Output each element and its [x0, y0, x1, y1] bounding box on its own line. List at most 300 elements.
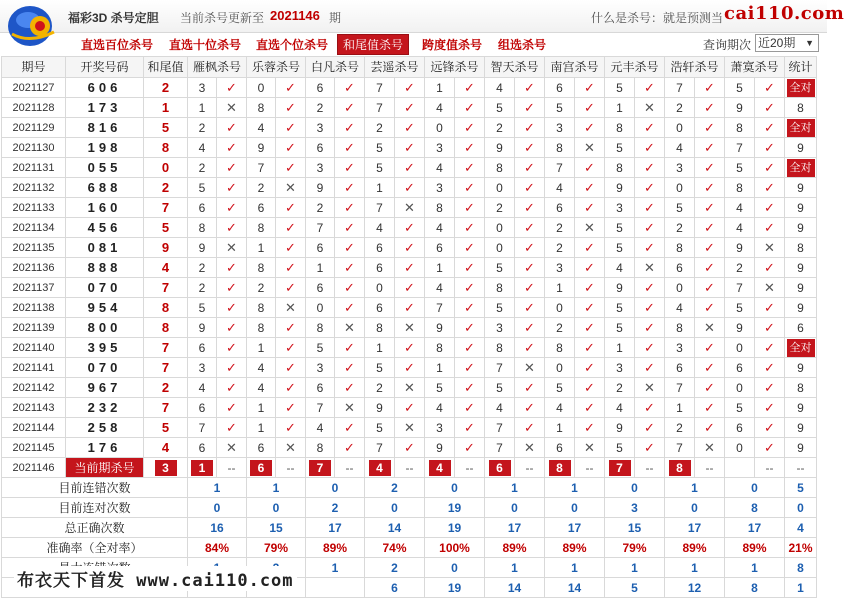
check-icon: ✓ — [515, 418, 545, 438]
kill-number-cell: 9 — [188, 238, 217, 258]
check-icon: ✓ — [276, 358, 306, 378]
kill-number-cell: 6 — [545, 198, 575, 218]
kill-number-cell: 6 — [306, 138, 335, 158]
kill-number-cell: 6 — [188, 398, 217, 418]
check-icon: ✓ — [515, 158, 545, 178]
kill-number-cell: 8 — [365, 318, 395, 338]
kill-number-cell: 0 — [725, 438, 755, 458]
summary-value: 1 — [665, 478, 725, 498]
summary-value: 1 — [485, 478, 545, 498]
table-row — [2, 258, 817, 278]
kill-number-cell: 4 — [605, 398, 635, 418]
summary-value: 89% — [725, 538, 785, 558]
draw-numbers-cell: 070 — [66, 278, 144, 298]
kill-number-cell: 8 — [425, 198, 455, 218]
table-row — [2, 398, 817, 418]
dash-cell: -- — [335, 458, 365, 478]
check-icon: ✓ — [575, 398, 605, 418]
table-row — [2, 158, 817, 178]
kill-number-cell: 5 — [545, 378, 575, 398]
kill-number-cell: 6 — [725, 418, 755, 438]
update-period: 2021146 — [270, 8, 320, 23]
summary-value: 17 — [485, 518, 545, 538]
kill-number-cell: 4 — [485, 398, 515, 418]
kill-number-cell: 6 — [365, 238, 395, 258]
kill-number-cell: 4 — [188, 378, 217, 398]
table-row — [2, 418, 817, 438]
current-kill-value: 7 — [609, 460, 631, 476]
summary-value: 1 — [665, 558, 725, 578]
summary-value: 0 — [365, 498, 425, 518]
period-cell: 2021143 — [2, 398, 66, 418]
check-icon: ✓ — [276, 98, 306, 118]
kill-number-cell: 4 — [188, 138, 217, 158]
kill-number-cell: 9 — [306, 178, 335, 198]
table-row — [2, 318, 817, 338]
summary-value: 0 — [665, 498, 725, 518]
summary-row — [2, 478, 817, 498]
check-icon: ✓ — [515, 138, 545, 158]
kill-number-cell: 4 — [605, 258, 635, 278]
kill-number-cell: 9 — [605, 418, 635, 438]
kill-number-cell: 5 — [605, 438, 635, 458]
kill-number-cell: 8 — [605, 118, 635, 138]
check-icon: ✓ — [276, 138, 306, 158]
col-expert: 南宫杀号 — [545, 57, 605, 78]
cross-icon: ✕ — [695, 318, 725, 338]
cross-icon: ✕ — [217, 238, 247, 258]
kill-number-cell: 0 — [665, 118, 695, 138]
period-cell: 2021136 — [2, 258, 66, 278]
cross-icon: ✕ — [755, 238, 785, 258]
summary-value: 19 — [425, 578, 485, 598]
kill-number-cell: 6 — [306, 278, 335, 298]
kill-number-cell: 5 — [365, 138, 395, 158]
summary-value: 1 — [188, 478, 247, 498]
draw-numbers-cell: 173 — [66, 98, 144, 118]
kill-number-cell: 0 — [365, 278, 395, 298]
summary-value: 2 — [365, 558, 425, 578]
check-icon: ✓ — [455, 398, 485, 418]
check-icon: ✓ — [335, 278, 365, 298]
summary-value: 84% — [188, 538, 247, 558]
check-icon: ✓ — [335, 378, 365, 398]
kill-number-cell: 9 — [365, 398, 395, 418]
kill-number-cell: 0 — [725, 338, 755, 358]
kill-number-cell: 1 — [247, 338, 276, 358]
check-icon: ✓ — [455, 358, 485, 378]
cross-icon: ✕ — [276, 178, 306, 198]
kill-number-cell: 8 — [545, 138, 575, 158]
check-icon: ✓ — [515, 298, 545, 318]
kill-number-cell: 2 — [247, 278, 276, 298]
summary-value: 4 — [785, 518, 817, 538]
period-cell: 2021138 — [2, 298, 66, 318]
draw-numbers-cell: 081 — [66, 238, 144, 258]
check-icon: ✓ — [455, 338, 485, 358]
summary-value: 5 — [785, 478, 817, 498]
current-kill-value: 8 — [549, 460, 571, 476]
check-icon: ✓ — [755, 218, 785, 238]
check-icon: ✓ — [635, 398, 665, 418]
dash-cell: -- — [635, 458, 665, 478]
check-icon: ✓ — [695, 358, 725, 378]
check-icon: ✓ — [395, 358, 425, 378]
check-icon: ✓ — [217, 158, 247, 178]
stat-cell: 9 — [785, 418, 817, 438]
sum-tail-cell: 7 — [144, 198, 188, 218]
col-expert: 乐蓉杀号 — [247, 57, 306, 78]
summary-value: 0 — [247, 498, 306, 518]
kill-number-cell: 4 — [545, 178, 575, 198]
check-icon: ✓ — [276, 218, 306, 238]
kill-number-cell: 9 — [425, 318, 455, 338]
check-icon: ✓ — [515, 78, 545, 98]
check-icon: ✓ — [455, 298, 485, 318]
kill-number-cell: 7 — [725, 278, 755, 298]
check-icon: ✓ — [515, 338, 545, 358]
current-period-cell: 2021146 — [2, 458, 66, 478]
draw-numbers-cell: 160 — [66, 198, 144, 218]
kill-number-cell: 7 — [365, 78, 395, 98]
all-correct-badge: 全对 — [787, 159, 815, 177]
kill-number-cell: 2 — [545, 318, 575, 338]
summary-value: 14 — [485, 578, 545, 598]
query-label: 查询期次 — [703, 38, 752, 52]
kill-number-cell: 0 — [485, 178, 515, 198]
check-icon: ✓ — [395, 178, 425, 198]
check-icon: ✓ — [276, 418, 306, 438]
draw-numbers-cell: 456 — [66, 218, 144, 238]
kill-number-cell: 3 — [545, 258, 575, 278]
check-icon: ✓ — [635, 438, 665, 458]
col-expert: 芸遥杀号 — [365, 57, 425, 78]
check-icon: ✓ — [217, 318, 247, 338]
summary-value — [306, 578, 365, 598]
summary-value: 0 — [425, 558, 485, 578]
all-correct-badge: 全对 — [787, 79, 815, 97]
stat-cell: 9 — [785, 258, 817, 278]
dash-cell: -- — [455, 458, 485, 478]
kill-number-cell: 7 — [425, 298, 455, 318]
kill-number-cell: 7 — [247, 158, 276, 178]
kill-number-cell: 8 — [247, 218, 276, 238]
kill-number-cell: 6 — [665, 358, 695, 378]
draw-numbers-cell: 888 — [66, 258, 144, 278]
col-expert: 浩轩杀号 — [665, 57, 725, 78]
check-icon: ✓ — [755, 258, 785, 278]
kill-number-cell: 2 — [665, 98, 695, 118]
draw-numbers-cell: 070 — [66, 358, 144, 378]
cross-icon: ✕ — [276, 298, 306, 318]
check-icon: ✓ — [695, 198, 725, 218]
kill-number-cell: 5 — [725, 298, 755, 318]
cross-icon: ✕ — [395, 198, 425, 218]
kill-number-cell: 2 — [605, 378, 635, 398]
cross-icon: ✕ — [395, 378, 425, 398]
period-select-value: 近20期 — [758, 36, 796, 50]
check-icon: ✓ — [335, 118, 365, 138]
check-icon: ✓ — [755, 298, 785, 318]
update-suffix: 期 — [329, 11, 342, 25]
check-icon: ✓ — [695, 338, 725, 358]
summary-value: 0 — [485, 498, 545, 518]
kill-number-cell: 8 — [306, 318, 335, 338]
summary-value: 1 — [545, 478, 605, 498]
kill-number-cell: 5 — [188, 178, 217, 198]
summary-value: 100% — [425, 538, 485, 558]
kill-number-cell: 4 — [545, 398, 575, 418]
kill-number-cell: 1 — [545, 278, 575, 298]
update-label: 当前杀号更新至 — [180, 11, 265, 25]
current-kill-cell — [485, 458, 515, 478]
check-icon: ✓ — [455, 378, 485, 398]
cross-icon: ✕ — [515, 438, 545, 458]
period-cell: 2021128 — [2, 98, 66, 118]
period-cell: 2021141 — [2, 358, 66, 378]
table-row — [2, 78, 817, 98]
check-icon: ✓ — [455, 158, 485, 178]
summary-value: 79% — [605, 538, 665, 558]
cross-icon: ✕ — [335, 318, 365, 338]
nav-tab-sum-tail[interactable]: 和尾值杀号 — [337, 34, 409, 55]
check-icon: ✓ — [217, 118, 247, 138]
kill-number-cell: 3 — [425, 178, 455, 198]
cross-icon: ✕ — [217, 98, 247, 118]
table-row — [2, 298, 817, 318]
col-expert: 元丰杀号 — [605, 57, 665, 78]
check-icon: ✓ — [455, 278, 485, 298]
kill-number-cell: 5 — [725, 398, 755, 418]
summary-value: 1 — [785, 578, 817, 598]
sum-tail-cell: 5 — [144, 118, 188, 138]
kill-number-cell: 2 — [545, 238, 575, 258]
sum-tail-cell: 7 — [144, 398, 188, 418]
kill-number-cell: 7 — [306, 218, 335, 238]
kill-number-cell: 0 — [425, 118, 455, 138]
kill-number-cell: 6 — [247, 198, 276, 218]
kill-number-cell: 1 — [545, 418, 575, 438]
kill-number-cell: 7 — [365, 198, 395, 218]
check-icon: ✓ — [335, 298, 365, 318]
kill-number-cell: 2 — [188, 278, 217, 298]
check-icon: ✓ — [335, 218, 365, 238]
summary-value: 8 — [785, 558, 817, 578]
kill-number-cell: 1 — [247, 238, 276, 258]
current-kill-value: 4 — [369, 460, 391, 476]
stat-cell: 9 — [785, 178, 817, 198]
nav-tab-group[interactable]: 组选杀号 — [498, 38, 547, 52]
period-cell: 2021144 — [2, 418, 66, 438]
check-icon: ✓ — [635, 298, 665, 318]
kill-number-cell: 1 — [665, 398, 695, 418]
check-icon: ✓ — [276, 198, 306, 218]
kill-number-cell: 8 — [247, 298, 276, 318]
kill-number-cell: 8 — [665, 318, 695, 338]
period-cell: 2021145 — [2, 438, 66, 458]
kill-number-cell: 7 — [485, 438, 515, 458]
check-icon: ✓ — [515, 278, 545, 298]
sum-tail-cell: 4 — [144, 258, 188, 278]
footer-banner: 布衣天下首发 www.cai110.com — [14, 566, 297, 591]
table-row — [2, 378, 817, 398]
check-icon: ✓ — [455, 178, 485, 198]
kill-number-cell: 6 — [188, 438, 217, 458]
kill-number-cell: 4 — [247, 378, 276, 398]
check-icon: ✓ — [455, 258, 485, 278]
sum-tail-cell: 7 — [144, 358, 188, 378]
dash-cell: -- — [755, 458, 785, 478]
col-expert: 智天杀号 — [485, 57, 545, 78]
check-icon: ✓ — [217, 338, 247, 358]
table-row — [2, 98, 817, 118]
check-icon: ✓ — [455, 218, 485, 238]
kill-number-cell: 5 — [605, 78, 635, 98]
kill-number-cell: 5 — [485, 258, 515, 278]
check-icon: ✓ — [276, 118, 306, 138]
dash-cell: -- — [515, 458, 545, 478]
empty-cell — [725, 458, 755, 478]
kill-number-cell: 2 — [188, 258, 217, 278]
nav-tab-hundreds[interactable]: 直选百位杀号 — [81, 38, 154, 52]
kill-number-cell: 8 — [605, 158, 635, 178]
check-icon: ✓ — [515, 378, 545, 398]
cross-icon: ✕ — [395, 418, 425, 438]
check-icon: ✓ — [575, 158, 605, 178]
kill-number-cell: 5 — [485, 298, 515, 318]
kill-number-cell: 9 — [605, 178, 635, 198]
check-icon: ✓ — [575, 338, 605, 358]
kill-number-cell: 1 — [188, 98, 217, 118]
kill-number-cell: 1 — [605, 98, 635, 118]
period-cell: 2021140 — [2, 338, 66, 358]
dash-cell: -- — [695, 458, 725, 478]
cross-icon: ✕ — [575, 138, 605, 158]
col-numbers: 开奖号码 — [66, 57, 144, 78]
current-kill-value: 6 — [489, 460, 511, 476]
current-stat-cell: -- — [785, 458, 817, 478]
kill-number-cell: 4 — [425, 158, 455, 178]
check-icon: ✓ — [217, 278, 247, 298]
current-sum-tail-value: 3 — [155, 460, 177, 476]
col-expert: 远锋杀号 — [425, 57, 485, 78]
col-sum-tail: 和尾值 — [144, 57, 188, 78]
current-kill-cell — [188, 458, 217, 478]
check-icon: ✓ — [575, 118, 605, 138]
draw-numbers-cell: 688 — [66, 178, 144, 198]
summary-value: 14 — [545, 578, 605, 598]
check-icon: ✓ — [635, 78, 665, 98]
check-icon: ✓ — [515, 98, 545, 118]
check-icon: ✓ — [395, 278, 425, 298]
current-kill-value: 6 — [250, 460, 272, 476]
summary-value: 0 — [605, 478, 665, 498]
kill-number-cell: 0 — [485, 218, 515, 238]
check-icon: ✓ — [217, 418, 247, 438]
summary-label: 准确率（全对率） — [2, 538, 188, 558]
kill-number-cell: 8 — [306, 438, 335, 458]
site-logo[interactable]: cai110.com — [724, 3, 844, 24]
kill-number-cell: 3 — [425, 138, 455, 158]
period-cell: 2021131 — [2, 158, 66, 178]
kill-number-cell: 7 — [485, 418, 515, 438]
col-stat: 统计 — [785, 57, 817, 78]
kill-number-cell: 1 — [247, 418, 276, 438]
table-row — [2, 278, 817, 298]
sum-tail-cell: 7 — [144, 338, 188, 358]
table-row — [2, 138, 817, 158]
current-period-row — [2, 458, 817, 478]
sum-tail-cell: 5 — [144, 218, 188, 238]
check-icon: ✓ — [217, 258, 247, 278]
nav-bar — [0, 33, 827, 55]
summary-value: 89% — [665, 538, 725, 558]
current-kill-cell — [425, 458, 455, 478]
check-icon: ✓ — [217, 138, 247, 158]
check-icon: ✓ — [455, 98, 485, 118]
kill-number-cell: 2 — [188, 158, 217, 178]
kill-number-cell: 2 — [725, 258, 755, 278]
cross-icon: ✕ — [755, 278, 785, 298]
stat-cell: 9 — [785, 358, 817, 378]
kill-number-cell: 0 — [665, 278, 695, 298]
kill-number-cell: 1 — [425, 358, 455, 378]
kill-number-cell: 8 — [425, 338, 455, 358]
summary-value: 3 — [605, 498, 665, 518]
table-row — [2, 178, 817, 198]
sum-tail-cell: 2 — [144, 78, 188, 98]
period-select[interactable] — [755, 34, 819, 52]
summary-label: 目前连错次数 — [2, 478, 188, 498]
current-kill-cell — [665, 458, 695, 478]
kill-number-cell: 5 — [605, 218, 635, 238]
kill-number-cell: 5 — [188, 298, 217, 318]
nav-tab-span[interactable]: 跨度值杀号 — [422, 38, 483, 52]
check-icon: ✓ — [395, 398, 425, 418]
check-icon: ✓ — [455, 78, 485, 98]
top-bar — [0, 0, 844, 33]
nav-tab-tens[interactable]: 直选十位杀号 — [169, 38, 242, 52]
check-icon: ✓ — [276, 378, 306, 398]
check-icon: ✓ — [395, 338, 425, 358]
kill-number-cell: 4 — [425, 218, 455, 238]
help-link[interactable]: 什么是杀号：就是预测当 — [591, 11, 724, 25]
check-icon: ✓ — [335, 338, 365, 358]
kill-number-cell: 1 — [365, 178, 395, 198]
kill-number-cell: 3 — [665, 338, 695, 358]
summary-value: 21% — [785, 538, 817, 558]
summary-value: 12 — [665, 578, 725, 598]
sum-tail-cell: 0 — [144, 158, 188, 178]
check-icon: ✓ — [755, 378, 785, 398]
check-icon: ✓ — [217, 398, 247, 418]
kill-number-cell: 0 — [545, 298, 575, 318]
nav-tab-units[interactable]: 直选个位杀号 — [256, 38, 329, 52]
summary-value: 8 — [725, 498, 785, 518]
kill-number-cell: 6 — [545, 78, 575, 98]
cross-icon: ✕ — [335, 398, 365, 418]
check-icon: ✓ — [455, 118, 485, 138]
check-icon: ✓ — [575, 278, 605, 298]
cross-icon: ✕ — [635, 378, 665, 398]
kill-number-cell: 3 — [188, 358, 217, 378]
period-cell: 2021129 — [2, 118, 66, 138]
summary-value: 74% — [365, 538, 425, 558]
summary-value: 2 — [306, 498, 365, 518]
period-cell: 2021132 — [2, 178, 66, 198]
kill-number-cell: 9 — [425, 438, 455, 458]
kill-number-cell: 3 — [545, 118, 575, 138]
